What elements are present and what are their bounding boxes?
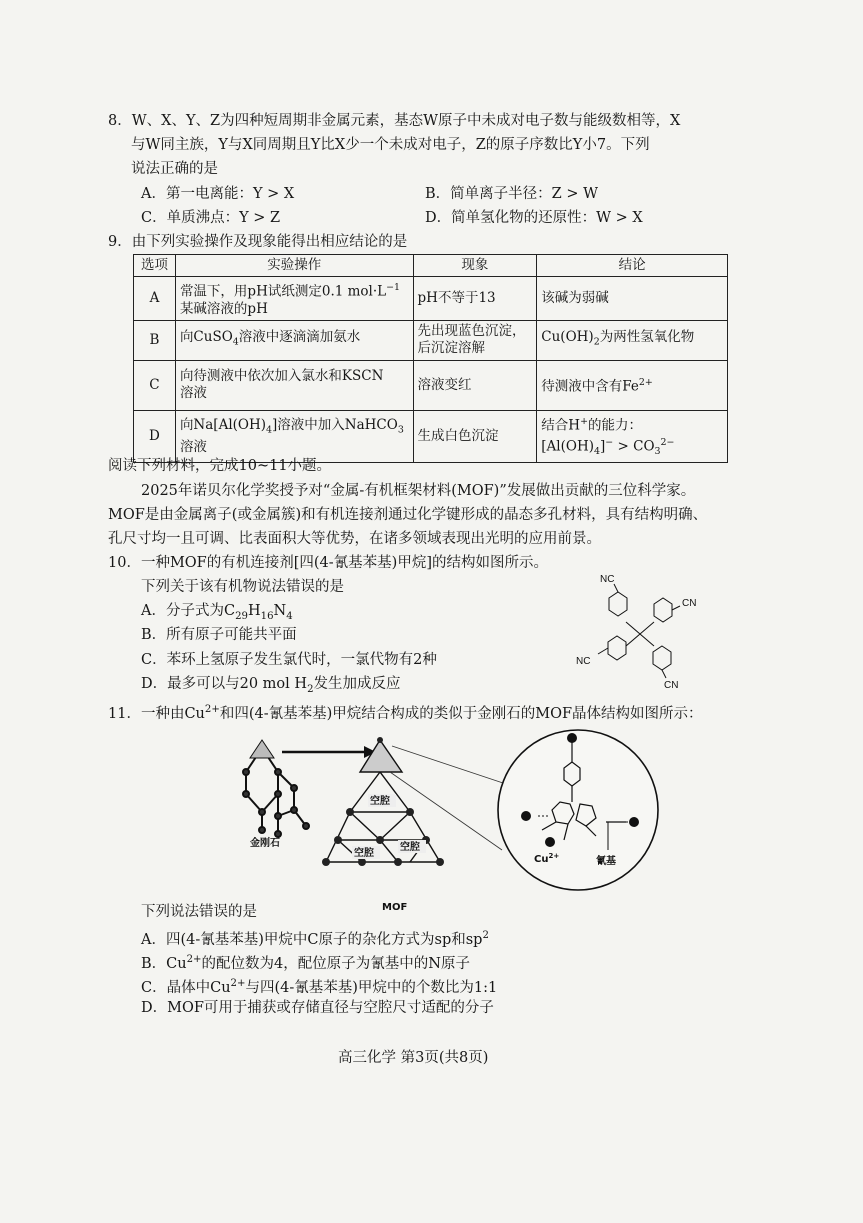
op-text: 某碱溶液的pH — [179, 300, 268, 317]
op-text: 向待测液中依次加入氯水和KSCN — [179, 368, 384, 384]
stem-text: 和四(4-氰基苯基)甲烷结合构成的类似于金刚石的MOF晶体结构如图所示： — [219, 705, 703, 722]
opt-text: 发生加成反应 — [313, 676, 401, 692]
op-text: 常温下，用pH试纸测定0.1 mol·L — [179, 283, 387, 300]
op-text: 向CuSO — [179, 329, 233, 346]
q11-sub: 下列说法错误的是 — [141, 904, 257, 920]
q8-line2: 与W同主族，Y与X同周期且Y比X少一个未成对电子，Z的原子序数比Y小7。下列 — [131, 137, 650, 153]
row-option: C — [134, 360, 176, 410]
cu-sup: 2+ — [548, 852, 560, 860]
opt-sup: 2 — [482, 930, 489, 941]
cn-label-bottom: CN — [664, 680, 679, 691]
opt-text: B．Cu — [141, 955, 187, 972]
opt-sub: 4 — [286, 610, 293, 622]
table-header: 实验操作 — [175, 255, 413, 277]
reading-p1: 2025年诺贝尔化学奖授予对“金属-有机框架材料(MOF)”发展做出贡献的三位科学家。 — [141, 483, 696, 499]
q8-option-c: C．单质沸点：Y > Z — [141, 210, 281, 226]
row-option: A — [134, 277, 176, 321]
opt-sub: 16 — [260, 610, 274, 622]
table-header-row — [134, 255, 728, 277]
q9-stem: 9．由下列实验操作及现象能得出相应结论的是 — [108, 234, 408, 250]
stem-text: 11．一种由Cu — [108, 705, 205, 722]
mof-crystal-figure — [230, 722, 740, 918]
conc-sup: 2− — [660, 437, 675, 448]
conc-sup: 2+ — [638, 377, 653, 389]
op-text: 溶液中逐滴滴加氨水 — [238, 329, 361, 346]
cu-text: Cu — [534, 854, 549, 865]
conc-sub: 3 — [654, 446, 661, 458]
op-sub: 4 — [232, 336, 239, 348]
row-operation — [175, 360, 413, 410]
conc-text: [Al(OH) — [541, 438, 594, 455]
op-text: 溶液 — [179, 438, 207, 455]
conc-sub: 2 — [593, 336, 600, 348]
row-operation — [175, 277, 413, 321]
cavity-label-1: 空腔 — [370, 796, 390, 807]
reading-p2: MOF是由金属离子(或金属簇)和有机连接剂通过化学键形成的晶态多孔材料，具有结构明确、 — [108, 507, 708, 523]
cyano-label: 氰基 — [596, 856, 616, 867]
conc-sup: + — [580, 415, 588, 427]
nc-label-left: NC — [576, 656, 591, 667]
mof-label: MOF — [382, 902, 408, 913]
row-phenomenon: pH不等于13 — [413, 277, 537, 321]
row-operation — [175, 410, 413, 463]
op-text: 向Na[Al(OH) — [179, 417, 267, 433]
opt-text: A．分子式为C — [141, 603, 236, 619]
table-header: 结论 — [537, 255, 728, 277]
q8-option-a: A．第一电离能：Y > X — [141, 186, 295, 202]
q10-option-d — [141, 674, 401, 700]
conc-text: 待测液中含有Fe — [541, 378, 639, 395]
q10-option-a — [141, 601, 293, 627]
opt-text: 与四(4-氰基苯基)甲烷中的个数比为1:1 — [245, 979, 498, 996]
nc-label-top: NC — [600, 574, 615, 585]
diamond-lattice-drawing — [243, 745, 309, 837]
row-option: D — [134, 410, 176, 463]
row-operation — [175, 320, 413, 360]
cavity-label-2: 空腔 — [354, 848, 374, 859]
conc-text: 结合H — [541, 417, 581, 433]
conc-sup: − — [605, 437, 614, 448]
q8-option-d: D．简单氢化物的还原性：W > X — [425, 210, 643, 226]
opt-text: H — [247, 603, 261, 619]
stem-sup: 2+ — [204, 704, 220, 715]
reading-intro: 阅读下列材料，完成10~11小题。 — [108, 458, 332, 474]
table-row — [134, 320, 728, 360]
conc-sub: 4 — [594, 446, 601, 458]
row-conclusion — [537, 410, 728, 463]
phen-text: 后沉淀溶解 — [417, 340, 486, 356]
conc-text: ] — [600, 438, 606, 455]
opt-text: C．晶体中Cu — [141, 979, 231, 996]
op-text: ]溶液中加入NaHCO — [272, 417, 398, 433]
reading-p3: 孔尺寸均一且可调、比表面积大等优势，在诸多领域表现出光明的应用前景。 — [108, 531, 601, 547]
q11-option-c — [141, 974, 497, 998]
conc-text: 为两性氢氧化物 — [599, 329, 695, 346]
q11-option-a — [141, 926, 489, 950]
op-text: 溶液 — [179, 385, 207, 401]
row-phenomenon: 生成白色沉淀 — [413, 410, 537, 463]
opt-sub: 29 — [235, 610, 248, 622]
opt-text: A．四(4-氰基苯基)甲烷中C原子的杂化方式为sp和sp — [141, 931, 483, 948]
row-conclusion: 该碱为弱碱 — [537, 277, 728, 321]
q8-line1: 8．W、X、Y、Z为四种短周期非金属元素，基态W原子中未成对电子数与能级数相等，X — [108, 113, 681, 129]
q11-option-d: D．MOF可用于捕获或存储直径与空腔尺寸适配的分子 — [141, 1000, 494, 1016]
q8-line3: 说法正确的是 — [131, 161, 218, 177]
conc-text: Cu(OH) — [541, 329, 594, 346]
q10-option-c: C．苯环上氢原子发生氯代时，一氯代物有2种 — [141, 652, 437, 668]
cavity-label-3: 空腔 — [400, 842, 420, 853]
page-footer: 高三化学 第3页(共8页) — [338, 1050, 489, 1066]
q11-option-b — [141, 950, 470, 974]
conc-text: 的能力： — [587, 417, 642, 433]
table-row — [134, 360, 728, 410]
q10-sub: 下列关于该有机物说法错误的是 — [141, 579, 344, 595]
opt-text: D．最多可以与20 mol H — [141, 676, 308, 692]
table-header: 现象 — [413, 255, 537, 277]
q10-stem: 10．一种MOF的有机连接剂[四(4-氰基苯基)甲烷]的结构如图所示。 — [108, 555, 548, 571]
row-phenomenon: 溶液变红 — [413, 360, 537, 410]
opt-sub: 2 — [307, 683, 314, 695]
q11-stem — [108, 700, 703, 724]
table-row — [134, 277, 728, 321]
phen-text: 先出现蓝色沉淀， — [417, 323, 526, 339]
row-conclusion — [537, 320, 728, 360]
q10-option-b: B．所有原子可能共平面 — [141, 627, 297, 643]
op-sub: 4 — [266, 424, 273, 436]
op-sup: −1 — [386, 282, 401, 293]
op-sub: 3 — [397, 424, 404, 436]
table-header: 选项 — [134, 255, 176, 277]
conc-text: > CO — [613, 438, 655, 455]
opt-text: N — [273, 603, 287, 619]
row-phenomenon — [413, 320, 537, 360]
row-option: B — [134, 320, 176, 360]
cn-label-right: CN — [682, 598, 697, 609]
opt-text: 的配位数为4，配位原子为氰基中的N原子 — [201, 955, 470, 972]
opt-sup: 2+ — [186, 954, 202, 965]
row-conclusion — [537, 360, 728, 410]
opt-sup: 2+ — [230, 978, 246, 989]
experiment-table — [133, 254, 728, 463]
diamond-label: 金刚石 — [250, 838, 280, 849]
molecule-structure-figure — [570, 572, 720, 692]
table-row — [134, 410, 728, 463]
q8-option-b: B．简单离子半径：Z > W — [425, 186, 599, 202]
